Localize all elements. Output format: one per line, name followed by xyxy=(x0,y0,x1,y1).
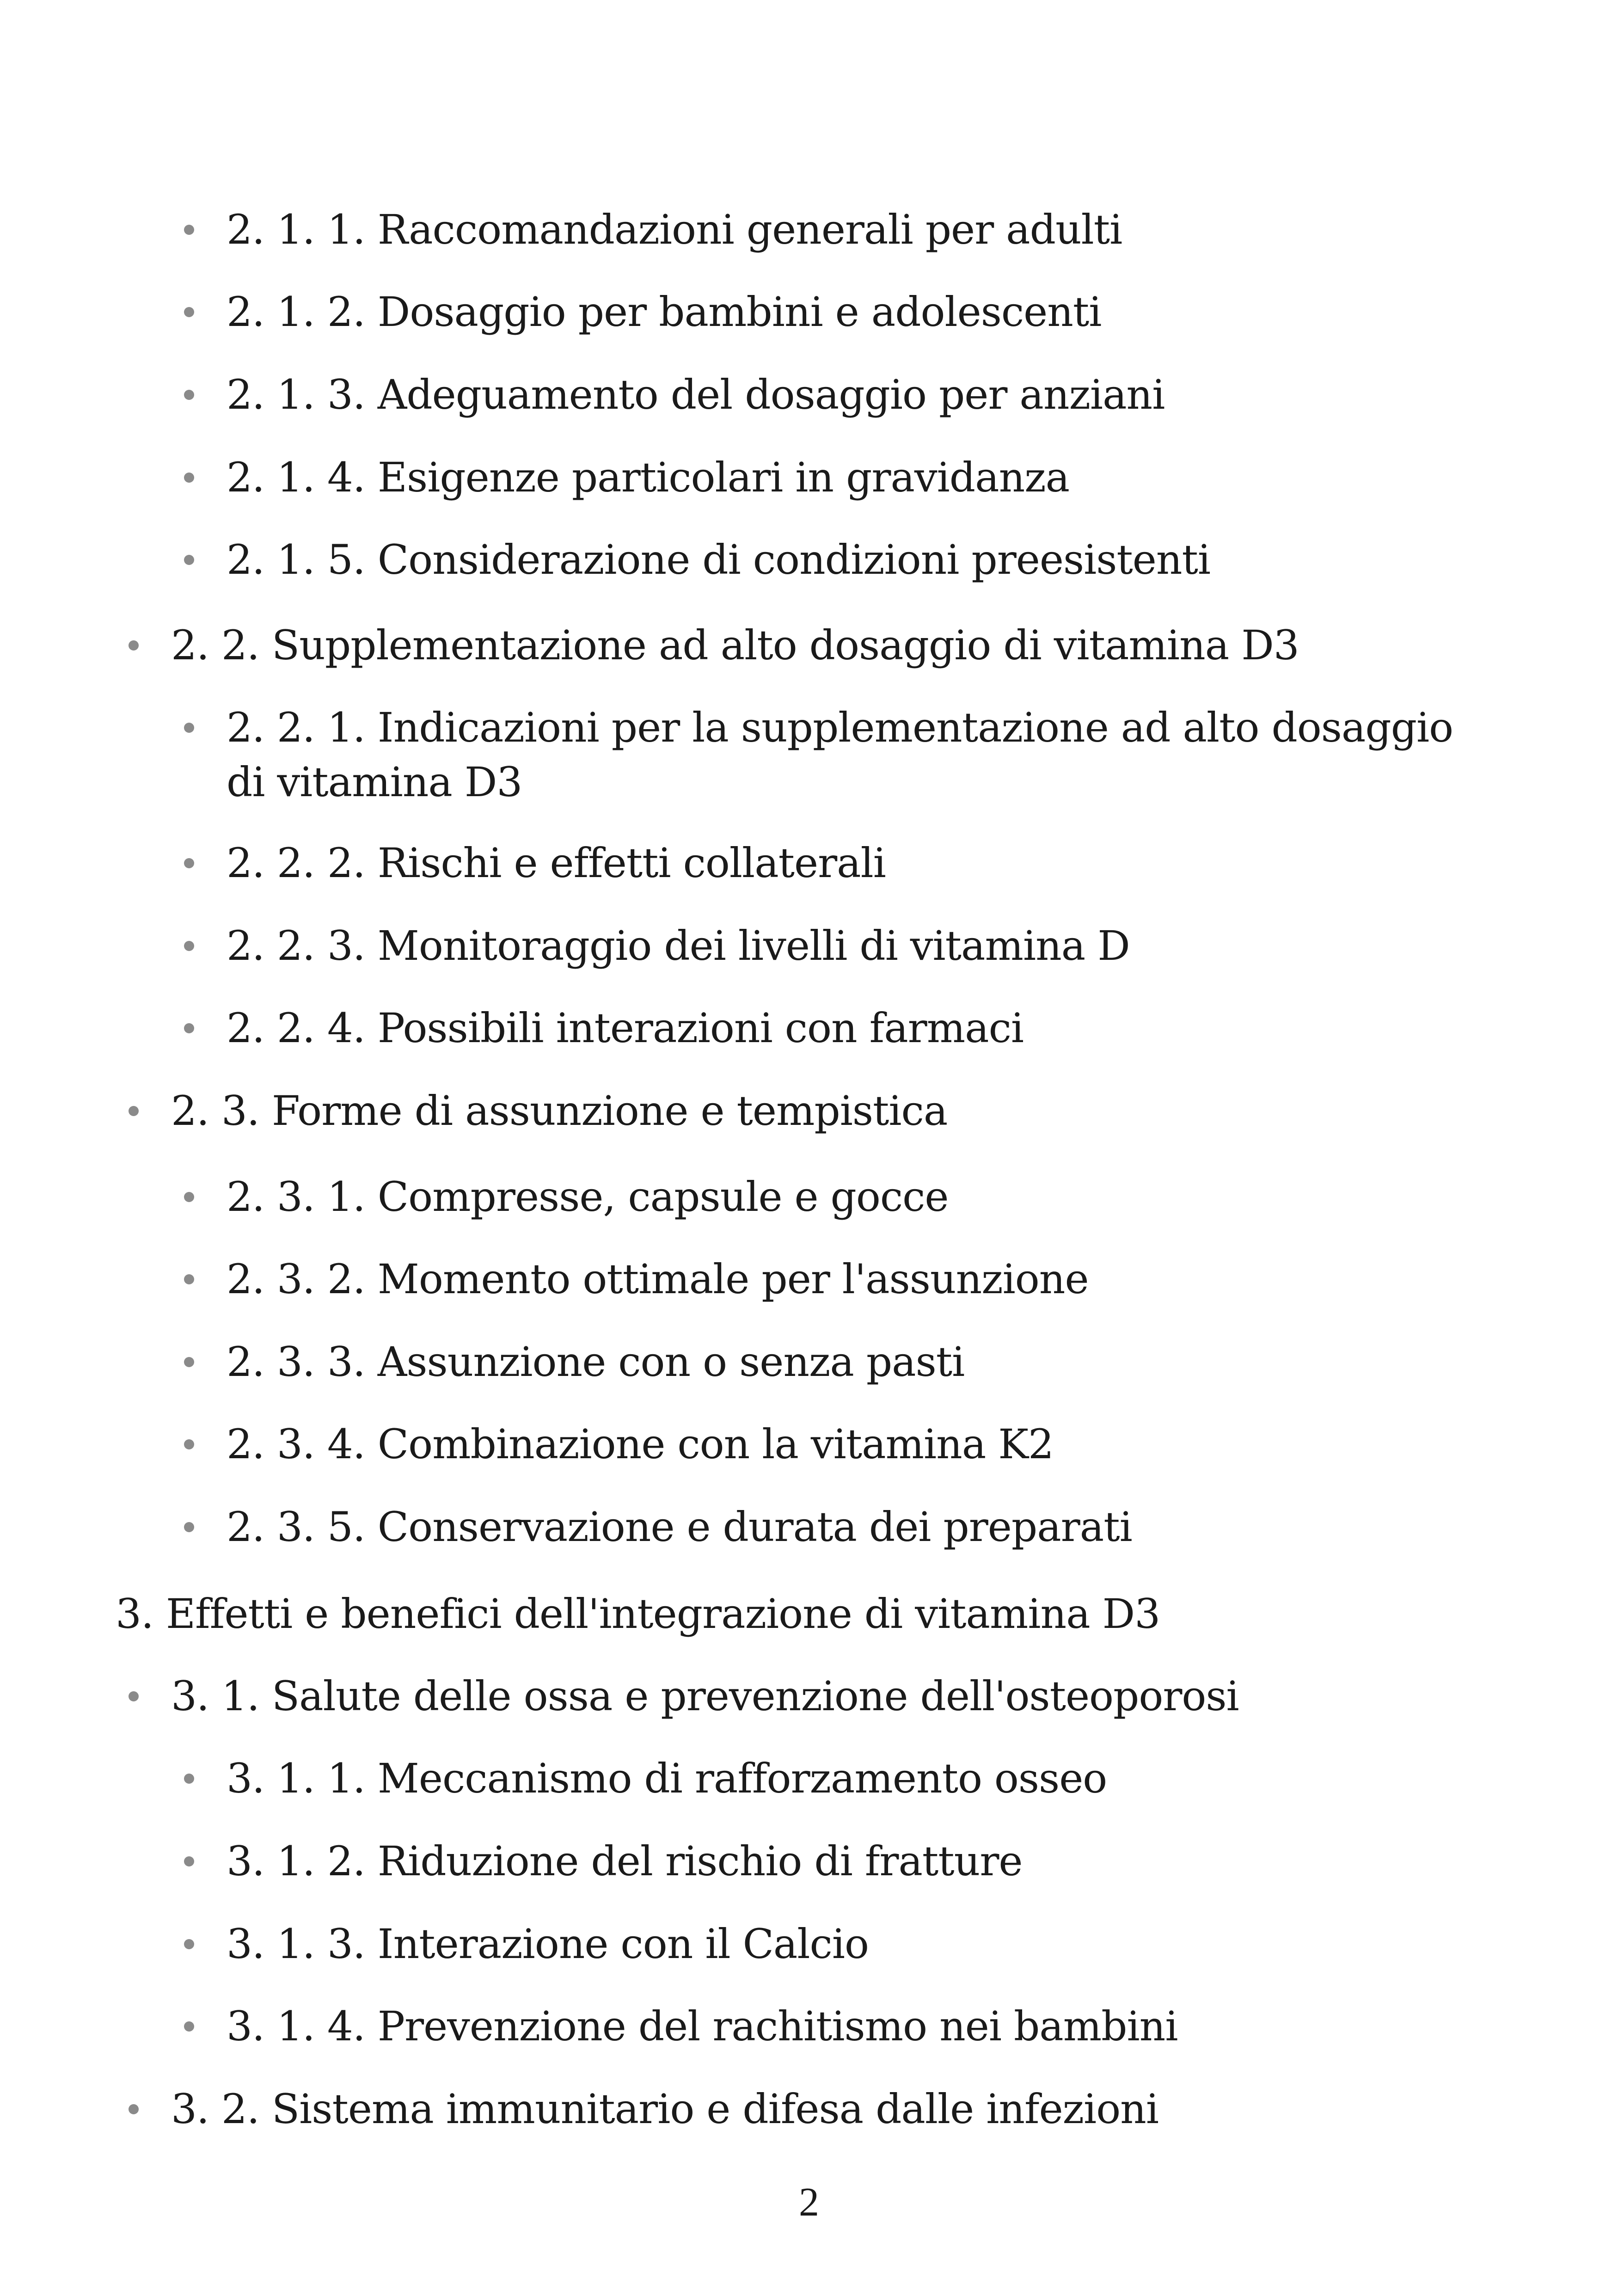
bullet-icon xyxy=(184,2021,194,2032)
toc-entry-label: 2. 1. 1. Raccomandazioni generali per adulti xyxy=(227,206,1122,253)
toc-entry-2-2-2 xyxy=(227,836,886,890)
toc-entry-2-1-3 xyxy=(227,368,1164,422)
toc-entry-label: 2. 3. 5. Conservazione e durata dei preparati xyxy=(227,1503,1132,1551)
toc-entry-label: 3. 1. Salute delle ossa e prevenzione dell'osteoporosi xyxy=(171,1672,1239,1720)
bullet-icon xyxy=(184,473,194,483)
toc-entry-label: 2. 1. 5. Considerazione di condizioni preesistenti xyxy=(227,536,1211,583)
toc-entry-2-3 xyxy=(171,1084,947,1138)
bullet-icon xyxy=(129,2104,139,2114)
toc-entry-2-3-1 xyxy=(227,1170,949,1224)
bullet-icon xyxy=(184,555,194,565)
bullet-icon xyxy=(184,1192,194,1202)
toc-entry-3-2 xyxy=(171,2082,1158,2136)
toc-entry-2-2-3 xyxy=(227,919,1130,973)
toc-entry-label: 2. 3. 4. Combinazione con la vitamina K2 xyxy=(227,1420,1054,1468)
toc-entry-3-1-4 xyxy=(227,1999,1177,2054)
toc-entry-label: 2. 3. 2. Momento ottimale per l'assunzione xyxy=(227,1255,1089,1303)
toc-entry-2-2 xyxy=(171,618,1299,673)
bullet-icon xyxy=(184,1856,194,1866)
toc-entry-2-3-3 xyxy=(227,1335,964,1389)
bullet-icon xyxy=(184,225,194,235)
toc-entry-label: 3. 2. Sistema immunitario e difesa dalle infezioni xyxy=(171,2085,1158,2133)
toc-entry-3-1-1 xyxy=(227,1751,1107,1806)
bullet-icon xyxy=(129,640,139,651)
toc-entry-2-3-2 xyxy=(227,1252,1089,1307)
bullet-icon xyxy=(184,307,194,317)
toc-entry-2-1-5 xyxy=(227,533,1210,587)
bullet-icon xyxy=(184,1939,194,1949)
page-number: 2 xyxy=(799,2180,819,2225)
bullet-icon xyxy=(184,1023,194,1033)
toc-entry-3 xyxy=(116,1587,1160,1641)
toc-entry-label: 2. 2. 1. Indicazioni per la supplementazione ad alto dosaggio di vitamina D3 xyxy=(227,704,1453,806)
toc-entry-label: 3. Effetti e benefici dell'integrazione di vitamina D3 xyxy=(116,1590,1160,1638)
bullet-icon xyxy=(184,858,194,868)
bullet-icon xyxy=(129,1691,139,1701)
toc-entry-2-1-4 xyxy=(227,450,1069,505)
toc-entry-2-3-4 xyxy=(227,1417,1054,1472)
toc-entry-2-2-1 xyxy=(227,700,1475,810)
toc-entry-label: 3. 1. 4. Prevenzione del rachitismo nei bambini xyxy=(227,2002,1178,2050)
bullet-icon xyxy=(184,390,194,400)
toc-entry-2-2-4 xyxy=(227,1001,1024,1056)
toc-entry-label: 3. 1. 3. Interazione con il Calcio xyxy=(227,1920,869,1968)
toc-entry-label: 2. 2. 2. Rischi e effetti collaterali xyxy=(227,839,886,887)
bullet-icon xyxy=(184,1357,194,1367)
toc-entry-label: 2. 2. 4. Possibili interazioni con farmaci xyxy=(227,1004,1024,1052)
toc-entry-3-1 xyxy=(171,1669,1239,1724)
toc-entry-label: 2. 3. 3. Assunzione con o senza pasti xyxy=(227,1338,965,1386)
bullet-icon xyxy=(184,1439,194,1449)
toc-entry-label: 2. 1. 4. Esigenze particolari in gravidanza xyxy=(227,454,1070,501)
toc-entry-label: 2. 2. Supplementazione ad alto dosaggio di vitamina D3 xyxy=(171,621,1299,669)
toc-entry-label: 3. 1. 2. Riduzione del rischio di fratture xyxy=(227,1837,1023,1885)
toc-entry-label: 2. 1. 3. Adeguamento del dosaggio per anziani xyxy=(227,371,1165,418)
toc-entry-label: 2. 2. 3. Monitoraggio dei livelli di vitamina D xyxy=(227,922,1130,970)
bullet-icon xyxy=(129,1106,139,1116)
bullet-icon xyxy=(184,941,194,951)
bullet-icon xyxy=(184,1774,194,1784)
toc-entry-2-1-2 xyxy=(227,285,1101,339)
toc-entry-2-3-5 xyxy=(227,1500,1132,1554)
toc-entry-label: 2. 3. 1. Compresse, capsule e gocce xyxy=(227,1173,949,1221)
bullet-icon xyxy=(184,723,194,733)
toc-entry-label: 2. 1. 2. Dosaggio per bambini e adolescenti xyxy=(227,288,1102,336)
toc-entry-3-1-2 xyxy=(227,1834,1022,1889)
toc-entry-2-1-1 xyxy=(227,203,1122,257)
bullet-icon xyxy=(184,1522,194,1532)
toc-entry-3-1-3 xyxy=(227,1917,869,1971)
bullet-icon xyxy=(184,1274,194,1284)
toc-entry-label: 2. 3. Forme di assunzione e tempistica xyxy=(171,1087,948,1135)
toc-entry-label: 3. 1. 1. Meccanismo di rafforzamento osseo xyxy=(227,1755,1107,1802)
